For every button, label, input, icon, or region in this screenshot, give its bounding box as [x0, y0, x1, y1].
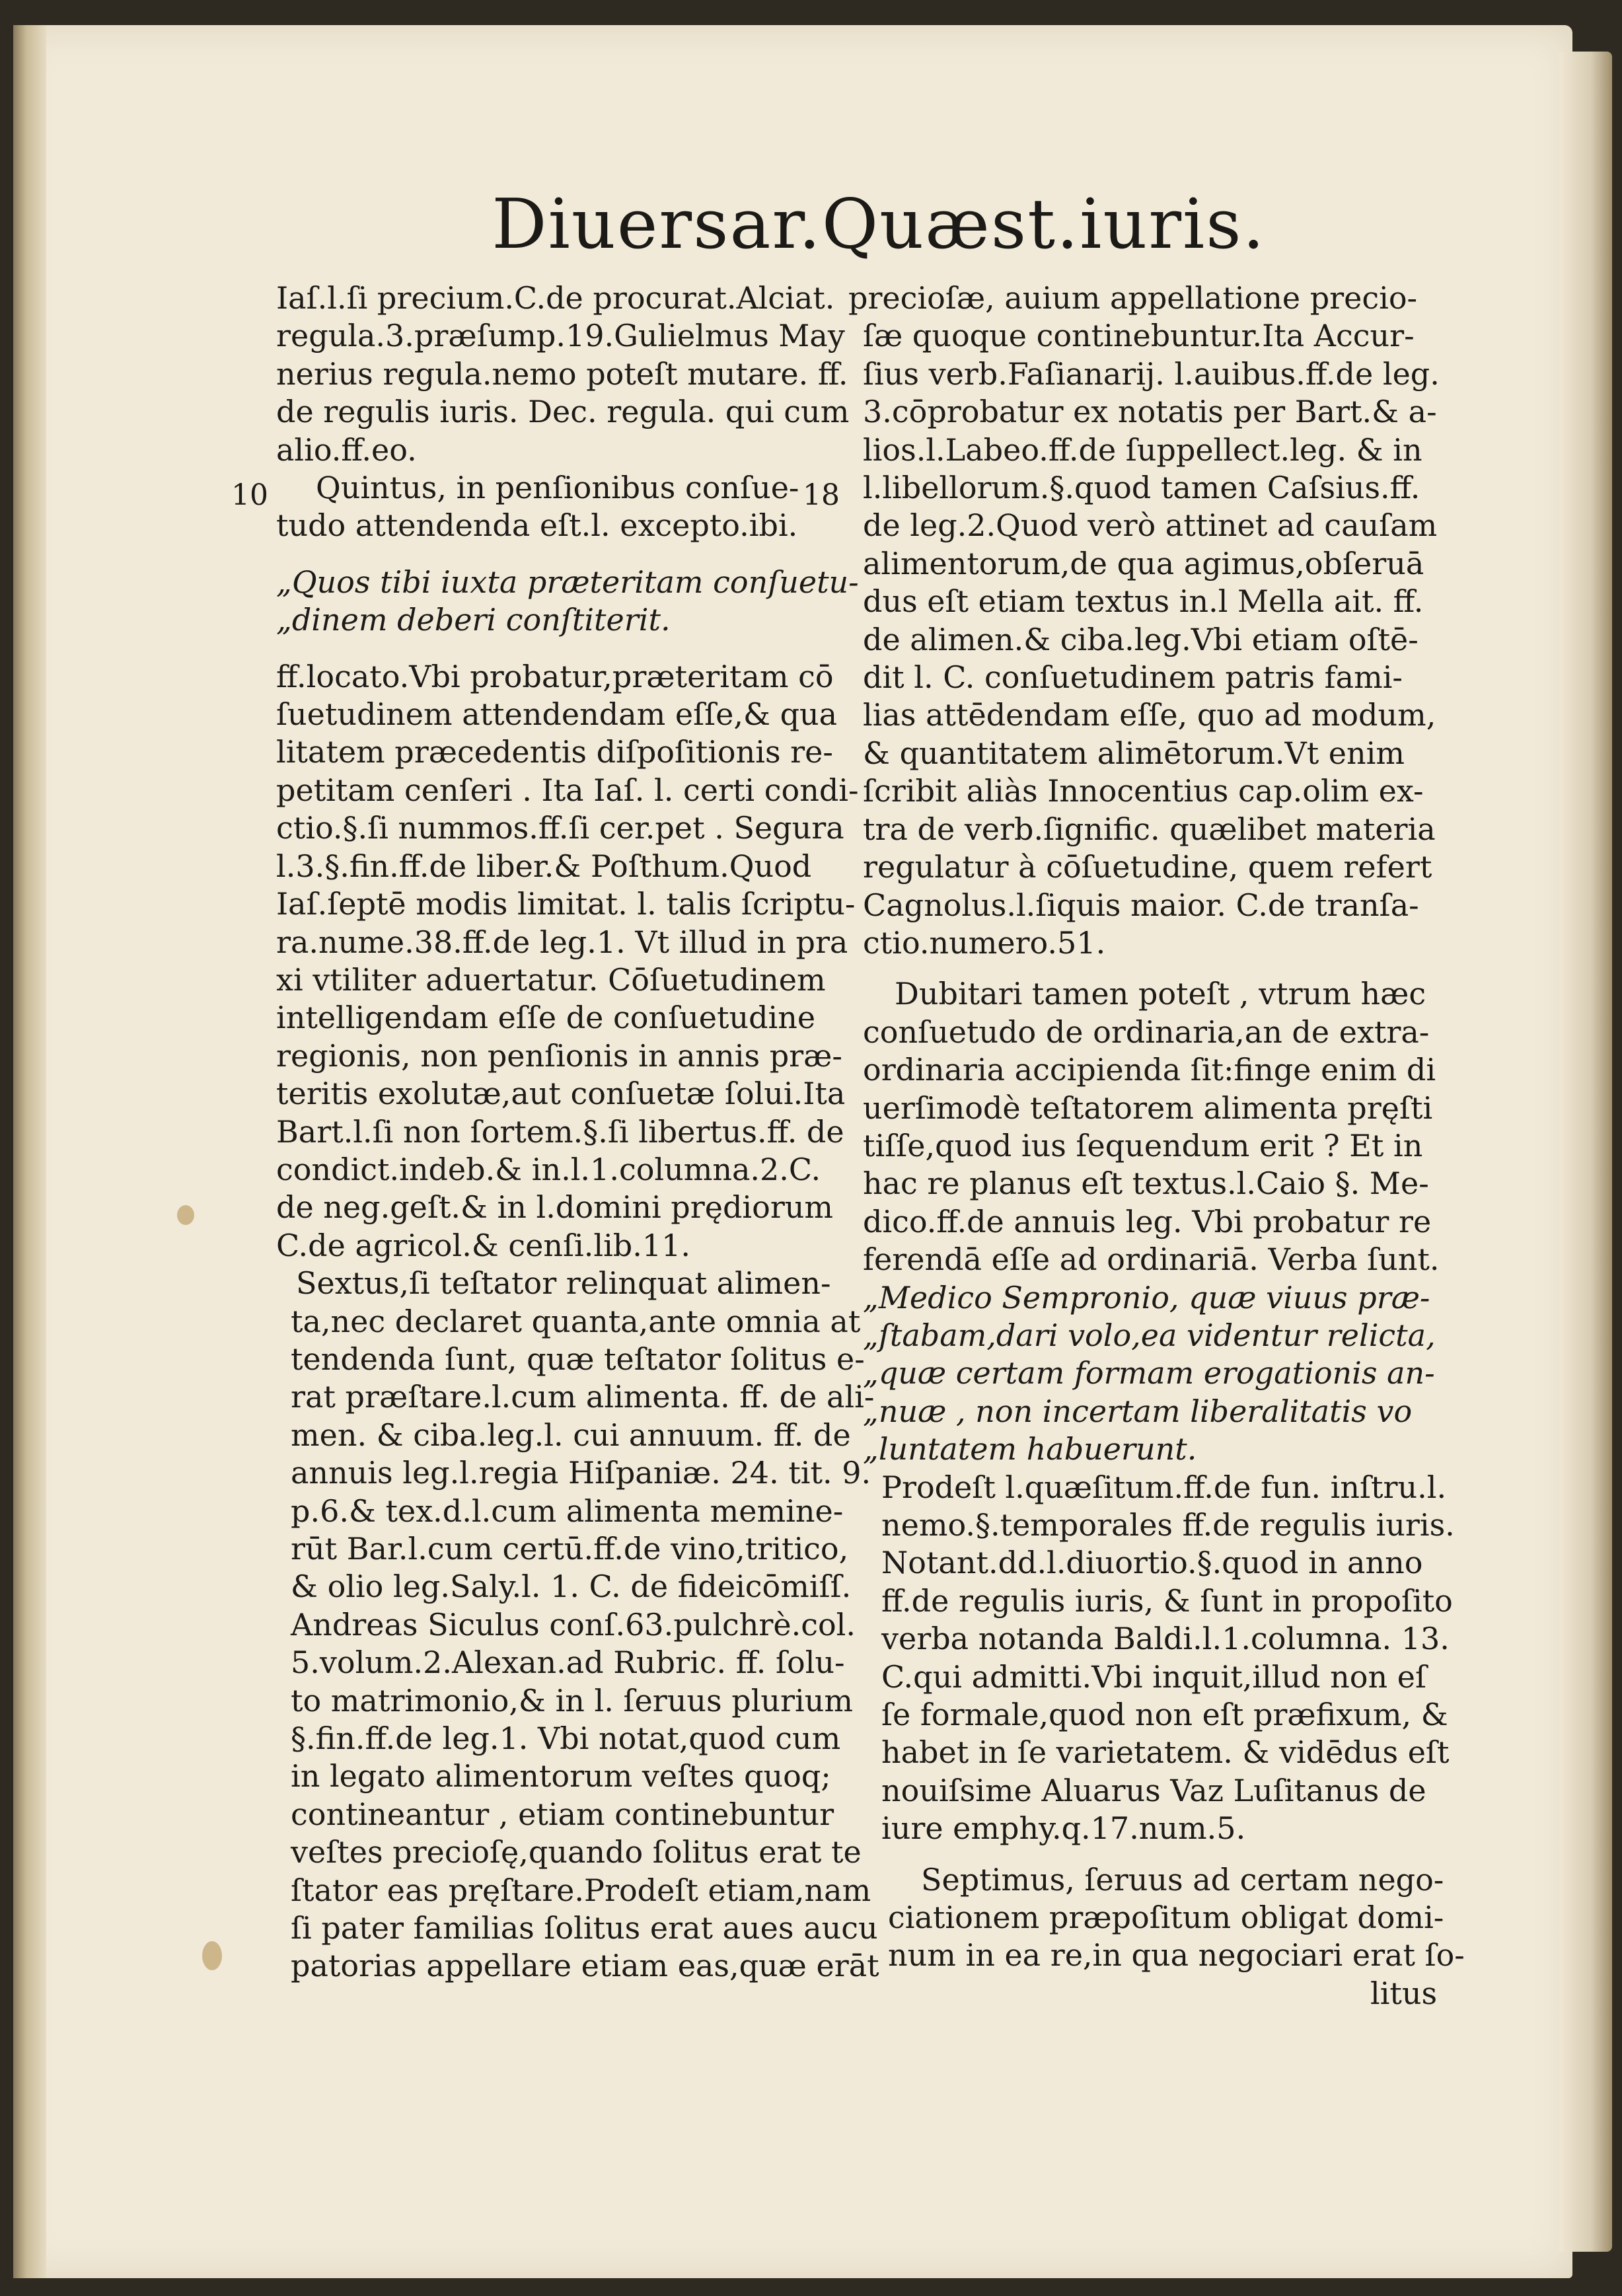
text-line: ra.nume.38.ff.de leg.1. Vt illud in pra	[276, 924, 848, 960]
text-line: Prodeſt l.quæſitum.ff.de fun. inſtru.l.	[881, 1469, 1447, 1505]
text-line: §.fin.ff.de leg.1. Vbi notat,quod cum	[291, 1721, 841, 1757]
text-line: xi vtiliter aduertatur. Cōſuetudinem	[276, 961, 826, 998]
text-line: „nuæ , non incertam liberalitatis vo	[863, 1393, 1413, 1429]
text-line: tendenda ſunt, quæ teſtator ſolitus e-	[291, 1341, 865, 1377]
text-line: litus	[1370, 1975, 1438, 2011]
text-line: ſius verb.Faſianarij. l.auibus.ff.de leg.	[863, 355, 1440, 392]
margin-number-18: 18	[803, 478, 840, 512]
text-line: Notant.dd.l.diuortio.§.quod in anno	[881, 1545, 1423, 1581]
text-line: veſtes precioſę,quando ſolitus erat te	[291, 1834, 862, 1870]
stain-mark	[202, 1941, 222, 1970]
text-line: tudo attendenda eſt.l. excepto.ibi.	[276, 507, 798, 544]
text-line: ſe formale,quod non eſt præfixum, &	[881, 1697, 1448, 1733]
text-line: num in ea re,in qua negociari erat ſo-	[888, 1937, 1465, 1974]
text-line: petitam cenſeri . Ita Iaſ. l. certi condi-	[276, 772, 859, 808]
text-line: men. & ciba.leg.l. cui annuum. ff. de	[291, 1417, 851, 1453]
text-line: de regulis iuris. Dec. regula. qui cum	[276, 394, 850, 430]
text-line: l.3.§.fin.ff.de liber.& Poſthum.Quod	[276, 848, 812, 884]
text-line: contineantur , etiam continebuntur	[291, 1796, 834, 1832]
text-line: „Medico Sempronio, quæ viuus præ-	[863, 1279, 1430, 1315]
text-line: teritis exolutæ,aut conſuetæ ſolui.Ita	[276, 1076, 846, 1112]
text-line: „ſtabam,dari volo,ea videntur relicta,	[863, 1317, 1436, 1353]
text-line: ſuetudinem attendendam eſſe,& qua	[276, 696, 838, 733]
text-line: rūt Bar.l.cum certū.ff.de vino,tritico,	[291, 1531, 849, 1567]
text-line: ſcribit aliàs Innocentius cap.olim ex-	[863, 773, 1424, 809]
line-gap	[276, 640, 818, 658]
book-page	[13, 25, 1572, 2278]
text-line: litatem præcedentis diſpoſitionis re-	[276, 734, 833, 770]
text-line: Dubitari tamen poteſt , vtrum hæc	[895, 976, 1426, 1012]
text-line: verba notanda Baldi.l.1.columna. 13.	[881, 1621, 1450, 1657]
text-line: Sextus,ſi teſtator relinquat alimen-	[296, 1265, 831, 1302]
text-line: 3.cōprobatur ex notatis per Bart.& a-	[863, 394, 1437, 430]
text-line: patorias appellare etiam eas,quæ erāt	[291, 1948, 879, 1984]
text-line: l.libellorum.§.quod tamen Caſsius.ff.	[863, 470, 1420, 506]
text-line: habet in ſe varietatem. & vidēdus eſt	[881, 1734, 1450, 1771]
text-line: ordinaria accipienda ſit:finge enim di	[863, 1052, 1436, 1088]
text-line: 5.volum.2.Alexan.ad Rubric. ff. ſolu-	[291, 1645, 845, 1681]
text-line: nerius regula.nemo poteſt mutare. ff.	[276, 355, 848, 392]
running-head: Diuersar.Quæst.iuris.	[492, 184, 1266, 264]
text-line: dus eſt etiam textus in.l Mella ait. ff.	[863, 583, 1424, 620]
text-line: lias attēdendam eſſe, quo ad modum,	[863, 697, 1436, 733]
text-line: Bart.l.ſi non ſortem.§.ſi libertus.ff. de	[276, 1113, 844, 1150]
text-line: rat præſtare.l.cum alimenta. ff. de ali-	[291, 1379, 875, 1415]
page-edge	[1559, 52, 1612, 2252]
text-line: & olio leg.Saly.l. 1. C. de fideicōmiſſ.	[291, 1569, 852, 1605]
text-line: ctio.numero.51.	[863, 924, 1106, 961]
text-line: intelligendam eſſe de conſuetudine	[276, 1000, 816, 1036]
text-line: iure emphy.q.17.num.5.	[881, 1810, 1246, 1847]
text-line: in legato alimentorum veſtes quoq;	[291, 1758, 831, 1795]
text-line: tiſſe,quod ius ſequendum erit ? Et in	[863, 1127, 1423, 1164]
text-line: lios.l.Labeo.ff.de ſuppellect.leg. & in	[863, 431, 1422, 468]
text-line: Septimus, ſeruus ad certam nego-	[921, 1861, 1444, 1898]
line-gap	[848, 962, 1430, 975]
text-line: dit l. C. conſuetudinem patris fami-	[863, 659, 1403, 696]
text-line: ſi pater familias ſolitus erat aues aucu	[291, 1910, 878, 1946]
text-line: ff.de regulis iuris, & ſunt in propoſito	[881, 1582, 1453, 1619]
text-line: precioſæ, auium appellatione precio-	[848, 280, 1418, 316]
text-line: „luntatem habuerunt.	[863, 1431, 1197, 1467]
text-line: „Quos tibi iuxta præteritam conſuetu-	[276, 564, 859, 600]
text-line: „quæ certam formam erogationis an-	[863, 1355, 1435, 1391]
text-line: de alimen.& ciba.leg.Vbi etiam oſtē-	[863, 621, 1419, 657]
text-line: p.6.& tex.d.l.cum alimenta memine-	[291, 1493, 844, 1529]
text-line: nouiſsime Aluarus Vaz Luſitanus de	[881, 1772, 1426, 1808]
text-line: ctio.§.ſi nummos.ff.ſi cer.pet . Segura	[276, 810, 844, 846]
text-line: de leg.2.Quod verò attinet ad cauſam	[863, 507, 1438, 544]
text-line: C.qui admitti.Vbi inquit,illud non eſ	[881, 1658, 1426, 1695]
margin-number-10: 10	[231, 478, 268, 512]
text-line: annuis leg.l.regia Hiſpaniæ. 24. tit. 9.	[291, 1455, 871, 1491]
text-line: condict.indeb.& in.l.1.columna.2.C.	[276, 1151, 821, 1187]
text-line: regula.3.præſump.19.Gulielmus May	[276, 318, 845, 354]
text-line: „dinem deberi conſtiterit.	[276, 602, 671, 638]
text-line: Andreas Siculus conſ.63.pulchrè.col.	[291, 1606, 856, 1643]
text-line: Iaſ.l.ſi precium.C.de procurat.Alciat.	[276, 280, 835, 316]
text-line: Quintus, in penſionibus conſue-	[316, 470, 799, 506]
text-line: nemo.§.temporales ff.de regulis iuris.	[881, 1507, 1455, 1543]
text-line: ſæ quoque continebuntur.Ita Accur-	[863, 318, 1415, 354]
text-line: to matrimonio,& in l. ſeruus plurium	[291, 1682, 853, 1719]
text-line: ta,nec declaret quanta,ante omnia at	[291, 1303, 861, 1339]
text-line: alio.ff.eo.	[276, 431, 417, 468]
text-line: regionis, non penſionis in annis præ-	[276, 1037, 842, 1074]
text-line: conſuetudo de ordinaria,an de extra-	[863, 1014, 1430, 1050]
text-line: dico.ff.de annuis leg. Vbi probatur re	[863, 1203, 1432, 1240]
right-text-column	[848, 279, 1465, 2013]
text-line: ferendā eſſe ad ordinariā. Verba ſunt.	[863, 1241, 1440, 1278]
line-gap	[848, 1848, 1430, 1861]
stain-mark	[177, 1205, 194, 1225]
book-spine	[13, 25, 46, 2278]
text-line: & quantitatem alimētorum.Vt enim	[863, 735, 1405, 771]
text-line: hac re planus eſt textus.l.Caio §. Me-	[863, 1166, 1429, 1202]
text-line: ciationem præpoſitum obligat domi-	[888, 1900, 1444, 1936]
line-gap	[276, 545, 818, 564]
text-line: Cagnolus.l.ſiquis maior. C.de tranſa-	[863, 887, 1419, 923]
text-line: regulatur à cōſuetudine, quem refert	[863, 849, 1432, 885]
text-line: C.de agricol.& cenſi.lib.11.	[276, 1227, 691, 1263]
text-line: de neg.geſt.& in l.domini prędiorum	[276, 1189, 834, 1226]
text-line: Iaſ.ſeptē modis limitat. l. talis ſcriptu-	[276, 886, 856, 922]
text-line: tra de verb.ſignific. quælibet materia	[863, 811, 1436, 847]
text-line: ff.locato.Vbi probatur,præteritam cō	[276, 658, 834, 694]
text-line: uerſimodè teſtatorem alimenta pręſti	[863, 1090, 1433, 1126]
text-line: ſtator eas pręſtare.Prodeſt etiam,nam	[291, 1872, 871, 1908]
text-line: alimentorum,de qua agimus,obſeruā	[863, 545, 1424, 581]
